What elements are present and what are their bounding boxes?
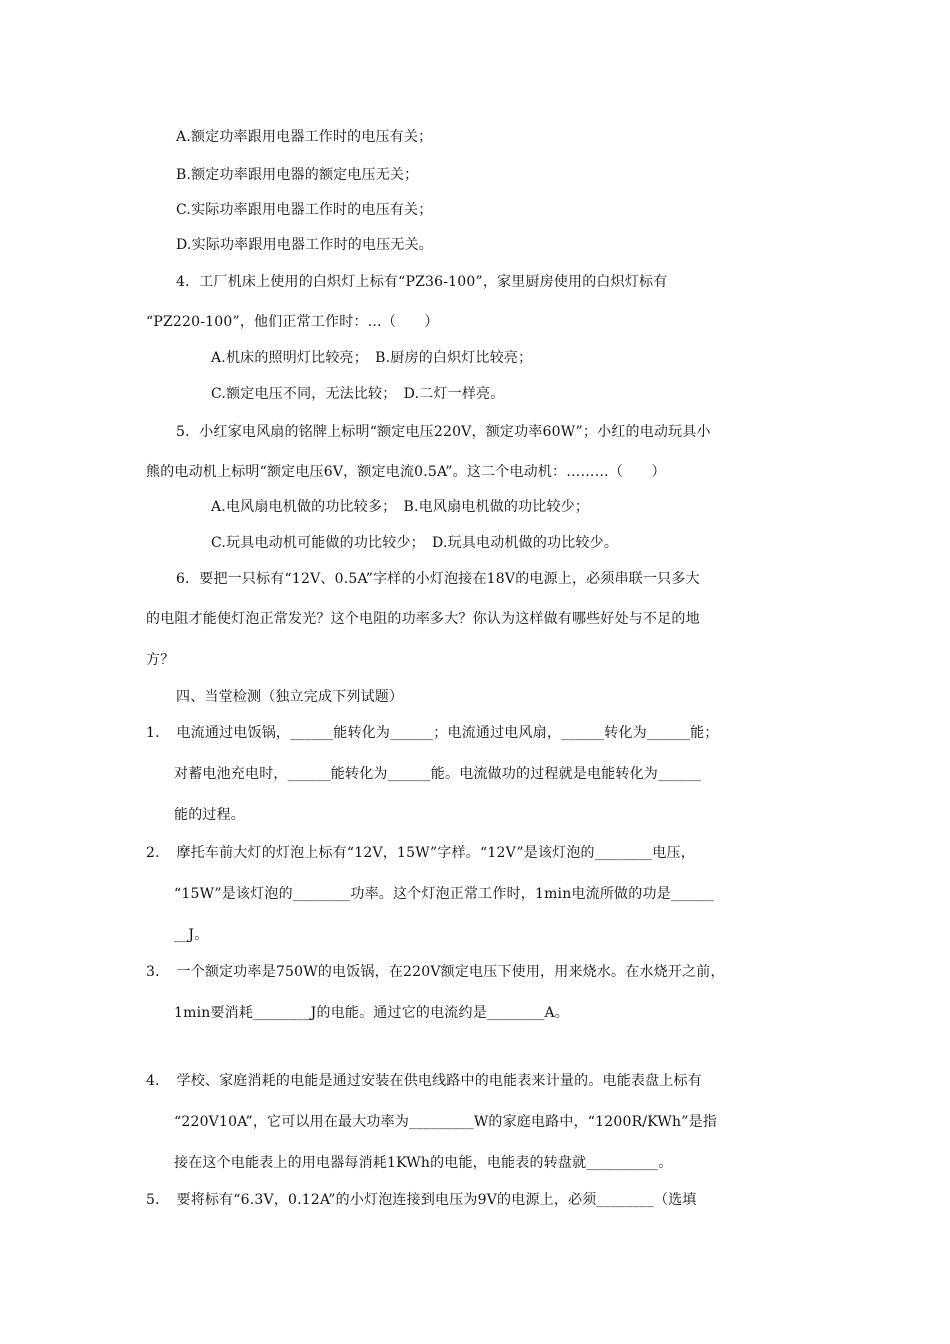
q3-option-a: A.额定功率跟用电器工作时的电压有关； [176, 129, 433, 145]
q6-stem-line1: 6．要把一只标有“12V、0.5A”字样的小灯泡接在18V的电源上，必须串联一只多大 [176, 571, 700, 587]
section4-title: 四、当堂检测（独立完成下列试题） [176, 689, 404, 705]
q3-option-d: D.实际功率跟用电器工作时的电压无关。 [176, 237, 433, 253]
test1-line3: 能的过程。 [174, 807, 245, 823]
q5-options-row2: C.玩具电动机可能做的功比较少； D.玩具电动机做的功比较少。 [211, 535, 619, 551]
test4-line3: 接在这个电能表上的用电器每消耗1KWh的电能，电能表的转盘就__________。 [174, 1155, 673, 1171]
q5-stem-line2: 熊的电动机上标明“额定电压6V，额定电流0.5A”。这二个电动机：………（ ） [146, 464, 666, 480]
q3-option-b: B.额定功率跟用电器的额定电压无关； [176, 167, 419, 183]
test3-line2: 1min要消耗________J的电能。通过它的电流约是________A。 [174, 1005, 569, 1021]
q4-stem-line1: 4．工厂机床上使用的白炽灯上标有“PZ36-100”，家里厨房使用的白炽灯标有 [176, 274, 668, 290]
test3-line1: 3． 一个额定功率是750W的电饭锅，在220V额定电压下使用，用来烧水。在水烧开之前， [146, 964, 725, 980]
q5-options-row1: A.电风扇电机做的功比较多； B.电风扇电机做的功比较少； [211, 499, 590, 515]
q4-options-row2: C.额定电压不同，无法比较； D.二灯一样亮。 [211, 386, 505, 402]
q6-stem-line2: 的电阻才能使灯泡正常发光？这个电阻的功率多大？你认为这样做有哪些好处与不足的地 [146, 611, 700, 627]
q6-stem-line3: 方？ [146, 652, 175, 668]
q4-stem-line2: “PZ220-100”，他们正常工作时：…（ ） [146, 314, 439, 330]
test1-line1: 1． 电流通过电饭锅，______能转化为______；电流通过电风扇，______转化为______能； [146, 725, 719, 741]
test2-line3: __J。 [174, 927, 209, 943]
test5-line1: 5． 要将标有“6.3V，0.12A”的小灯泡连接到电压为9V的电源上，必须________（选填 [146, 1192, 697, 1208]
test4-line1: 4． 学校、家庭消耗的电能是通过安装在供电线路中的电能表来计量的。电能表盘上标有 [146, 1073, 702, 1089]
q3-option-c: C.实际功率跟用电器工作时的电压有关； [176, 202, 433, 218]
test2-line1: 2． 摩托车前大灯的灯泡上标有“12V，15W”字样。“12V”是该灯泡的________电压， [146, 845, 695, 861]
q4-options-row1: A.机床的照明灯比较亮； B.厨房的白炽灯比较亮； [211, 350, 533, 366]
test1-line2: 对蓄电池充电时，______能转化为______能。电流做功的过程就是电能转化为______ [174, 766, 702, 782]
test2-line2: “15W”是该灯泡的________功率。这个灯泡正常工作时，1min电流所做的功是______ [174, 886, 715, 902]
test4-line2: “220V10A”，它可以用在最大功率为_________W的家庭电路中，“1200R/KWh”是指 [174, 1114, 717, 1130]
q5-stem-line1: 5．小红家电风扇的铭牌上标明“额定电压220V，额定功率60W”；小红的电动玩具小 [176, 424, 711, 440]
